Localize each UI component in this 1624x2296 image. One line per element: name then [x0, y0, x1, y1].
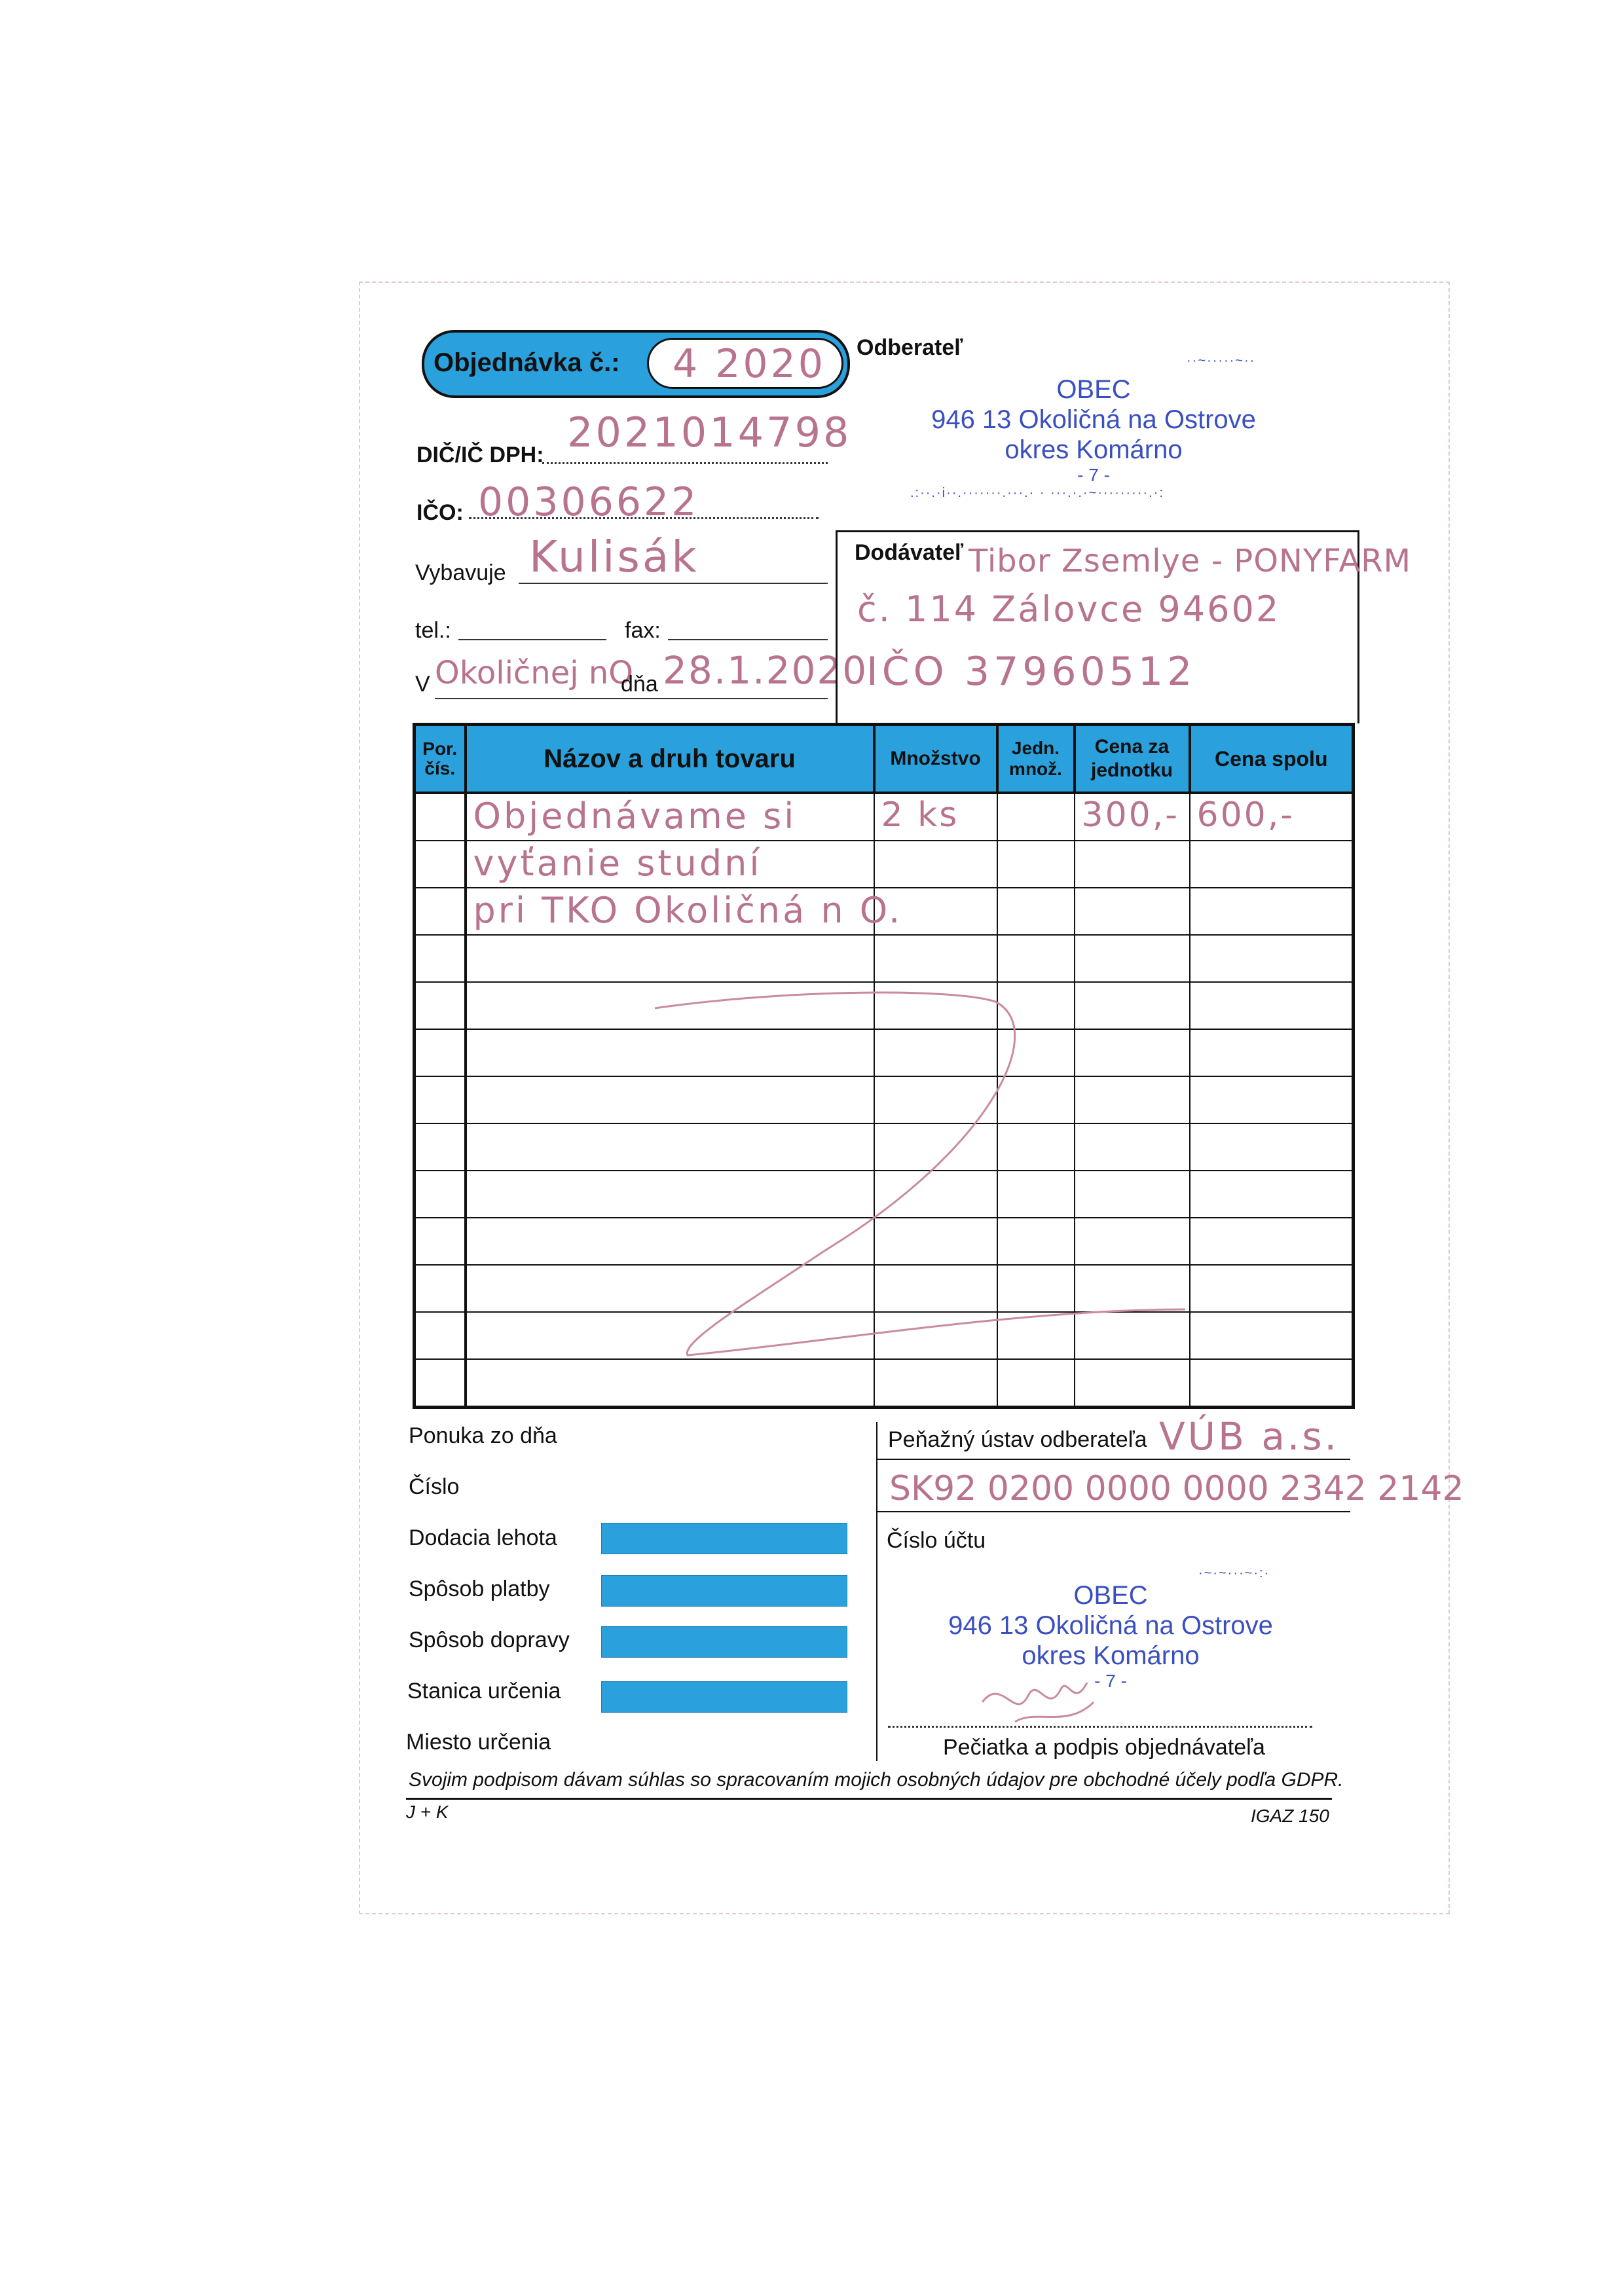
place-field	[435, 698, 663, 699]
footer-stamp-line4: - 7 -	[1094, 1671, 1127, 1691]
supplier-line2: č. 114 Zálovce 94602	[857, 589, 1281, 630]
col-header-number: Por. čís.	[415, 725, 466, 793]
tel-label: tel.:	[415, 618, 451, 643]
strike-through-mark	[629, 975, 1205, 1368]
footer-stamp-line1: OBEC	[1073, 1581, 1148, 1610]
col-header-unit: Jedn. množ.	[997, 725, 1075, 793]
strike-through-path	[655, 993, 1185, 1355]
cell-total	[1190, 793, 1354, 841]
cell-total	[1190, 888, 1354, 935]
bank-label: Peňažný ústav odberateľa	[888, 1427, 1147, 1452]
footer-stamp	[908, 1580, 1314, 1692]
footer-right-hline-2	[877, 1511, 1350, 1512]
cell-total	[1190, 982, 1354, 1029]
cell-name-text: pri TKO Okoličná n O.	[473, 890, 903, 931]
cell-number	[415, 982, 466, 1029]
place-value: Okoličnej nO	[435, 655, 634, 691]
number-label: Číslo	[409, 1474, 460, 1499]
destination-station-label: Stanica určenia	[407, 1679, 561, 1704]
cell-quantity	[874, 841, 997, 888]
footer-stamp-top-dots: ·~·~···~·:·	[1198, 1566, 1270, 1580]
table-row	[415, 793, 1354, 841]
cell-total	[1190, 841, 1354, 888]
issued-by-field	[519, 583, 828, 584]
customer-stamp-line4: - 7 -	[1077, 465, 1110, 485]
offer-date-label: Ponuka zo dňa	[409, 1423, 557, 1448]
transport-method-bar	[601, 1626, 847, 1658]
cell-unit-price	[1075, 888, 1190, 935]
cell-total	[1190, 1029, 1354, 1076]
ico-value: 00306622	[478, 479, 699, 525]
order-number-pill	[422, 330, 850, 398]
footer-right-hline-1	[877, 1459, 1350, 1460]
customer-label: Odberateľ	[857, 335, 963, 360]
supplier-box	[836, 530, 1412, 723]
fax-label: fax:	[625, 618, 661, 643]
dic-value: 2021014798	[567, 409, 852, 456]
iban-value: SK92 0200 0000 0000 2342 2142	[889, 1469, 1464, 1508]
customer-stamp-line1: OBEC	[1056, 375, 1131, 404]
supplier-line1: Tibor Zsemlye - PONYFARM	[969, 543, 1412, 579]
fax-field	[668, 639, 828, 640]
col-header-total: Cena spolu	[1190, 725, 1354, 793]
transport-method-label: Spôsob dopravy	[409, 1628, 570, 1652]
cell-total	[1190, 1218, 1354, 1265]
signature-label: Pečiatka a podpis objednávateľa	[943, 1735, 1265, 1760]
issued-by-label: Vybavuje	[415, 560, 506, 585]
table-row	[415, 841, 1354, 888]
payment-method-bar	[601, 1575, 847, 1607]
cell-name	[466, 888, 903, 935]
cell-unit	[997, 793, 1075, 841]
cell-total	[1190, 1171, 1354, 1218]
table-header-row	[415, 725, 1354, 793]
customer-stamp-line2: 946 13 Okoličná na Ostrove	[931, 405, 1256, 434]
publisher: J + K	[406, 1802, 449, 1822]
signature-stroke	[982, 1683, 1094, 1722]
form-code: IGAZ 150	[1251, 1806, 1329, 1826]
dic-label: DIČ/IČ DPH:	[416, 443, 544, 467]
cell-total	[1190, 1123, 1354, 1171]
cell-name	[466, 793, 874, 841]
order-number-box	[647, 338, 843, 389]
footer-stamp-line3: okres Komárno	[1022, 1641, 1200, 1670]
cell-total	[1190, 1076, 1354, 1123]
cell-unit-price-text: 300,-	[1081, 795, 1180, 835]
cell-number	[415, 1359, 466, 1408]
customer-stamp-line3: okres Komárno	[1005, 435, 1183, 464]
customer-stamp	[877, 374, 1310, 486]
ico-label: IČO:	[416, 500, 464, 525]
signature-dotted-line	[888, 1726, 1312, 1728]
order-label: Objednávka č.:	[434, 348, 620, 377]
delivery-deadline-label: Dodacia lehota	[409, 1525, 557, 1550]
gdpr-note: Svojim podpisom dávam súhlas so spracovaním mojich osobných údajov pre obchodné účely podľa GDPR.	[409, 1769, 1344, 1791]
supplier-label: Dodávateľ	[855, 540, 964, 565]
col-header-quantity: Množstvo	[874, 725, 997, 793]
date-value: 28.1.2020	[663, 648, 868, 693]
account-label: Číslo účtu	[887, 1528, 986, 1553]
cell-unit	[997, 841, 1075, 888]
cell-number	[415, 1171, 466, 1218]
date-field	[663, 698, 828, 699]
cell-total-text: 600,-	[1196, 795, 1295, 835]
cell-number	[415, 793, 466, 841]
order-number-value: 4 2020	[673, 341, 826, 387]
cell-unit	[997, 888, 1075, 935]
tel-field	[458, 639, 606, 640]
dic-field	[542, 462, 828, 464]
cell-name-text: vyťanie studní	[473, 843, 762, 884]
footer-vertical-divider	[876, 1422, 877, 1761]
cell-number	[415, 1312, 466, 1359]
cell-number	[415, 935, 466, 982]
cell-number	[415, 1029, 466, 1076]
cell-quantity	[874, 888, 997, 935]
cell-unit-price	[1075, 841, 1190, 888]
cell-quantity-text: 2 ks	[881, 795, 959, 835]
bottom-rule	[406, 1798, 1332, 1800]
cell-unit-price	[1075, 793, 1190, 841]
cell-total	[1190, 1265, 1354, 1312]
table-row	[415, 888, 1354, 935]
col-header-name: Názov a druh tovaru	[466, 725, 874, 793]
customer-stamp-bottom-dots: .:··.·i··.·······.···.· · ···.·.·~·········.·:	[910, 486, 1164, 500]
supplier-line3: IČO 37960512	[866, 649, 1196, 695]
delivery-deadline-bar	[601, 1523, 847, 1554]
issued-by-value: Kulisák	[529, 532, 699, 582]
cell-total	[1190, 1359, 1354, 1408]
cell-number	[415, 1218, 466, 1265]
cell-number	[415, 888, 466, 935]
col-header-unit-price: Cena za jednotku	[1075, 725, 1190, 793]
payment-method-label: Spôsob platby	[409, 1576, 550, 1601]
place-prefix: V	[415, 672, 430, 697]
bank-value: VÚB a.s.	[1159, 1414, 1339, 1459]
cell-total	[1190, 1312, 1354, 1359]
cell-total	[1190, 935, 1354, 982]
date-label: dňa	[621, 672, 658, 697]
footer-stamp-line2: 946 13 Okoličná na Ostrove	[948, 1611, 1273, 1640]
cell-number	[415, 1076, 466, 1123]
destination-place-label: Miesto určenia	[406, 1730, 551, 1755]
cell-name	[466, 841, 874, 888]
cell-quantity	[874, 793, 997, 841]
cell-number	[415, 841, 466, 888]
customer-stamp-top-dots: ··~·····~··	[1187, 354, 1256, 368]
destination-station-bar	[601, 1681, 847, 1713]
signature	[976, 1663, 1107, 1735]
cell-name-text: Objednávame si	[473, 795, 797, 837]
cell-number	[415, 1265, 466, 1312]
cell-number	[415, 1123, 466, 1171]
